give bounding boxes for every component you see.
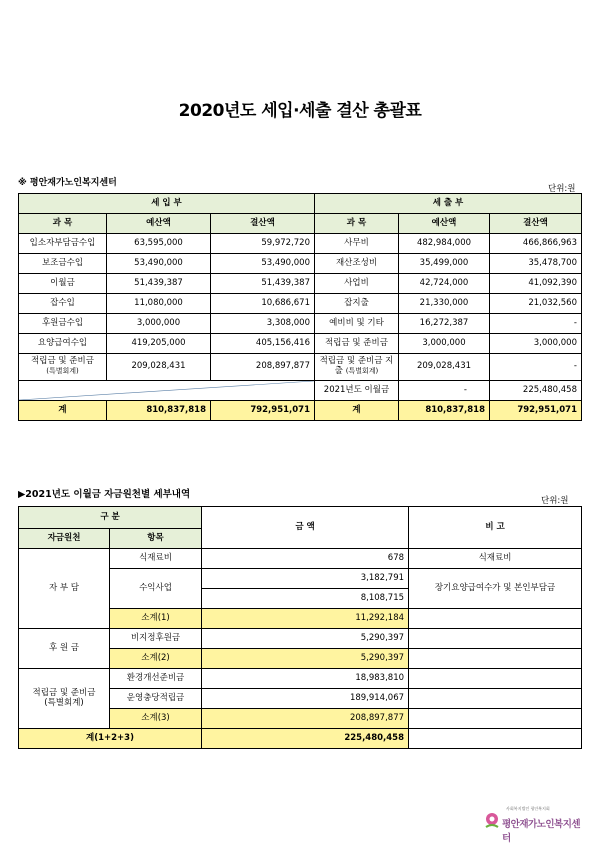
expense-subject: 2021년도 이월금 <box>315 381 399 401</box>
subtotal-label: 소계(2) <box>110 649 202 669</box>
note-cell <box>409 689 582 709</box>
page-title: 2020년도 세입·세출 결산 총괄표 <box>178 101 422 121</box>
item-cell: 환경개선준비금 <box>110 669 202 689</box>
total-label: 계(1+2+3) <box>19 729 202 749</box>
expense-settled: 466,866,963 <box>490 234 582 254</box>
org-label: ※ 평안재가노인복지센터 <box>18 178 117 188</box>
table-row <box>19 294 582 314</box>
summary-table <box>18 193 582 421</box>
total-expense-label: 계 <box>315 401 399 421</box>
table-row <box>19 234 582 254</box>
subtotal-amount: 11,292,184 <box>202 609 409 629</box>
expense-settled: - <box>490 354 582 381</box>
col-subject: 과 목 <box>315 214 399 234</box>
income-settled: 10,686,671 <box>211 294 315 314</box>
note-cell <box>409 729 582 749</box>
footer-tagline: 사회복지법인 평안복지회 <box>506 806 550 811</box>
note-cell <box>409 649 582 669</box>
expense-subject: 예비비 및 기타 <box>315 314 399 334</box>
summary-total-row <box>19 401 582 421</box>
income-budget: 53,490,000 <box>107 254 211 274</box>
empty-diagonal-cell <box>19 381 315 401</box>
income-subject: 요양급여수입 <box>19 334 107 354</box>
subtotal-amount: 208,897,877 <box>202 709 409 729</box>
income-header: 세 입 부 <box>19 194 315 214</box>
col-settled: 결산액 <box>211 214 315 234</box>
source-donation: 후 원 금 <box>19 629 110 669</box>
table-row <box>19 354 582 381</box>
total-label: 계 <box>19 401 107 421</box>
income-settled: 3,308,000 <box>211 314 315 334</box>
income-subject-note: (특별회계) <box>46 367 79 375</box>
note-cell <box>409 669 582 689</box>
expense-settled: - <box>490 314 582 334</box>
income-settled: 53,490,000 <box>211 254 315 274</box>
source-self: 자 부 담 <box>19 549 110 629</box>
flower-logo-icon <box>482 812 502 830</box>
col-budget: 예산액 <box>107 214 211 234</box>
expense-subject: 재산조성비 <box>315 254 399 274</box>
table-row <box>19 629 582 649</box>
amount-cell: 189,914,067 <box>202 689 409 709</box>
expense-subject-note: (특별회계) <box>345 367 379 375</box>
expense-subject <box>315 354 399 381</box>
income-subject <box>19 354 107 381</box>
detail-header-row <box>19 507 582 529</box>
income-settled: 208,897,877 <box>211 354 315 381</box>
expense-budget: 42,724,000 <box>399 274 490 294</box>
amount-cell: 8,108,715 <box>202 589 409 609</box>
col-budget: 예산액 <box>399 214 490 234</box>
footer-name: 평안재가노인복지센터 <box>502 819 581 844</box>
amount-cell: 678 <box>202 549 409 569</box>
expense-settled: 41,092,390 <box>490 274 582 294</box>
expense-settled: 35,478,700 <box>490 254 582 274</box>
expense-subject: 잡지출 <box>315 294 399 314</box>
note-cell <box>409 629 582 649</box>
unit-label: 단위:원 <box>541 496 569 506</box>
source-reserve-note: (특별회계) <box>44 697 84 708</box>
expense-budget: 21,330,000 <box>399 294 490 314</box>
detail-table <box>18 506 582 749</box>
income-subject: 후원금수입 <box>19 314 107 334</box>
subtotal-amount: 5,290,397 <box>202 649 409 669</box>
total-expense-settled: 792,951,071 <box>490 401 582 421</box>
income-subject: 이월금 <box>19 274 107 294</box>
expense-subject-name: 적립금 및 준비금 지출 <box>319 356 394 376</box>
col-subject: 과 목 <box>19 214 107 234</box>
note-cell: 식재료비 <box>409 549 582 569</box>
source-reserve-name: 적립금 및 준비금 <box>32 687 96 698</box>
expense-subject: 적립금 및 준비금 <box>315 334 399 354</box>
table-row <box>19 549 582 569</box>
head-group: 구 분 <box>19 507 202 529</box>
income-subject: 잡수입 <box>19 294 107 314</box>
table-row <box>19 254 582 274</box>
diagonal-line <box>19 381 314 400</box>
income-settled: 59,972,720 <box>211 234 315 254</box>
expense-budget: 16,272,387 <box>399 314 490 334</box>
amount-cell: 3,182,791 <box>202 569 409 589</box>
expense-budget: 482,984,000 <box>399 234 490 254</box>
expense-subject: 사무비 <box>315 234 399 254</box>
total-amount: 225,480,458 <box>202 729 409 749</box>
total-income-settled: 792,951,071 <box>211 401 315 421</box>
note-cell: 장기요양급여수가 및 본인부담금 <box>409 569 582 609</box>
table-row <box>19 274 582 294</box>
unit-label: 단위:원 <box>548 184 576 194</box>
table-row <box>19 381 582 401</box>
detail-total-row <box>19 729 582 749</box>
amount-cell: 5,290,397 <box>202 629 409 649</box>
income-budget: 3,000,000 <box>107 314 211 334</box>
subtotal-label: 소계(1) <box>110 609 202 629</box>
section-title: ▶2021년도 이월금 자금원천별 세부내역 <box>18 489 191 500</box>
head-amount: 금 액 <box>202 507 409 549</box>
expense-budget: 35,499,000 <box>399 254 490 274</box>
summary-header-row <box>19 194 582 214</box>
expense-settled: 3,000,000 <box>490 334 582 354</box>
income-subject: 입소자부담금수입 <box>19 234 107 254</box>
note-cell <box>409 609 582 629</box>
note-cell <box>409 709 582 729</box>
expense-header: 세 출 부 <box>315 194 582 214</box>
col-settled: 결산액 <box>490 214 582 234</box>
expense-settled: 225,480,458 <box>490 381 582 401</box>
income-subject-name: 적립금 및 준비금 <box>31 356 94 367</box>
item-cell: 식재료비 <box>110 549 202 569</box>
summary-subheader-row <box>19 214 582 234</box>
expense-budget: 3,000,000 <box>399 334 490 354</box>
head-source: 자금원천 <box>19 529 110 549</box>
table-row <box>19 314 582 334</box>
amount-cell: 18,983,810 <box>202 669 409 689</box>
expense-subject: 사업비 <box>315 274 399 294</box>
total-expense-budget: 810,837,818 <box>399 401 490 421</box>
expense-budget: - <box>399 381 490 401</box>
total-income-budget: 810,837,818 <box>107 401 211 421</box>
income-settled: 405,156,416 <box>211 334 315 354</box>
subtotal-label: 소계(3) <box>110 709 202 729</box>
item-cell: 운영충당적립금 <box>110 689 202 709</box>
income-budget: 63,595,000 <box>107 234 211 254</box>
income-budget: 11,080,000 <box>107 294 211 314</box>
expense-budget: 209,028,431 <box>399 354 490 381</box>
head-note: 비 고 <box>409 507 582 549</box>
income-budget: 419,205,000 <box>107 334 211 354</box>
income-settled: 51,439,387 <box>211 274 315 294</box>
income-budget: 51,439,387 <box>107 274 211 294</box>
item-cell: 비지정후원금 <box>110 629 202 649</box>
expense-settled: 21,032,560 <box>490 294 582 314</box>
income-budget: 209,028,431 <box>107 354 211 381</box>
table-row <box>19 669 582 689</box>
item-cell: 수익사업 <box>110 569 202 609</box>
source-reserve <box>19 669 110 729</box>
table-row <box>19 334 582 354</box>
footer-logo <box>478 806 588 844</box>
head-item: 항목 <box>110 529 202 549</box>
income-subject: 보조금수입 <box>19 254 107 274</box>
